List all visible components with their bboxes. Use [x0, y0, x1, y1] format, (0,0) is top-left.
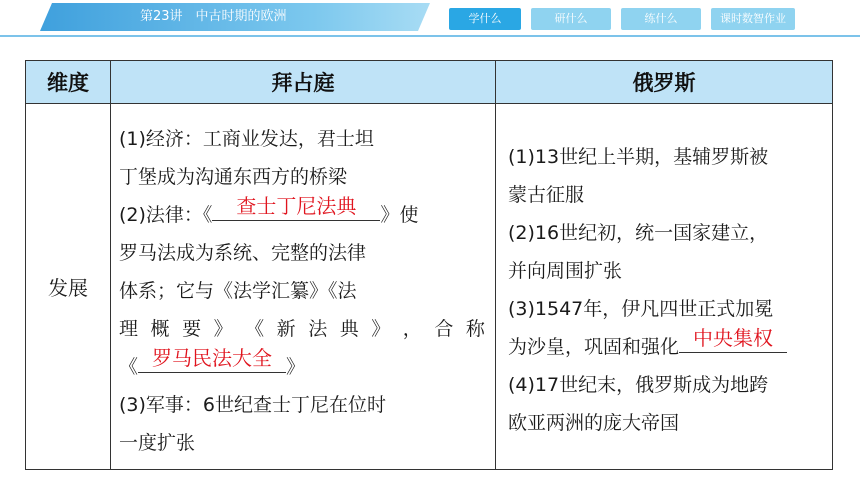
byz-char: 理 — [119, 318, 139, 340]
rus-line-4: 并向周围扩张 — [508, 260, 623, 282]
byz-char: 合 — [434, 318, 454, 340]
byz-char: 新 — [276, 318, 296, 340]
rus-tsar-prefix: 为沙皇，巩固和强化 — [508, 336, 680, 358]
byz-char: 》 — [371, 318, 391, 340]
answer-corpus-juris: 罗马民法大全 — [152, 346, 273, 370]
rus-line-1: (1)13世纪上半期，基辅罗斯被 — [508, 146, 769, 168]
tab-bar — [449, 8, 795, 30]
tab-practice[interactable]: 练什么 — [621, 8, 701, 30]
table-header-row — [26, 61, 833, 104]
byzantium-cell — [111, 104, 496, 470]
header-divider — [0, 35, 860, 37]
comparison-table — [25, 60, 833, 470]
byz-char: 典 — [339, 318, 359, 340]
byz-char: 》 — [213, 318, 233, 340]
byz-line-6 — [119, 310, 485, 348]
byz-char: 法 — [308, 318, 328, 340]
byz-char: 概 — [150, 318, 170, 340]
byz-char: 称 — [465, 318, 485, 340]
answer-centralization: 中央集权 — [693, 326, 774, 350]
rus-line-2: 蒙古征服 — [508, 184, 585, 206]
byz-line-8: (3)军事：6世纪查士丁尼在位时 — [119, 394, 387, 416]
tab-learn[interactable]: 学什么 — [449, 8, 521, 30]
byz-line-4: 罗马法成为系统、完整的法律 — [119, 242, 367, 264]
byz-char: 要 — [182, 318, 202, 340]
byz-line-3 — [119, 196, 485, 234]
byz-char: 《 — [245, 318, 265, 340]
byz-line-9: 一度扩张 — [119, 432, 196, 454]
rus-line-7: (4)17世纪末，俄罗斯成为地跨 — [508, 374, 769, 396]
table-row — [26, 104, 833, 470]
rus-line-5: (3)1547年，伊凡四世正式加冕 — [508, 298, 774, 320]
header-byzantium: 拜占庭 — [111, 61, 496, 104]
header-russia: 俄罗斯 — [496, 61, 833, 104]
answer-blank-code — [212, 196, 380, 221]
rus-line-3: (2)16世纪初，统一国家建立， — [508, 222, 769, 244]
byz-law-prefix: (2)法律：《 — [119, 204, 213, 226]
rus-line-6 — [508, 328, 824, 366]
row-label-development: 发展 — [26, 104, 111, 470]
byz-line-2: 丁堡成为沟通东西方的桥梁 — [119, 166, 348, 188]
byz-line-5: 体系；它与《法学汇纂》《法 — [119, 280, 357, 302]
byz-line-1: (1)经济：工商业发达，君士坦 — [119, 128, 374, 150]
tab-study[interactable]: 研什么 — [531, 8, 611, 30]
tab-homework[interactable]: 课时数智作业 — [711, 8, 795, 30]
answer-justinian-code: 查士丁尼法典 — [236, 194, 357, 218]
byz-char: ， — [402, 318, 422, 340]
byz-corpus-suffix: 》 — [286, 356, 306, 378]
russia-cell — [496, 104, 833, 470]
top-bar — [0, 0, 860, 36]
rus-line-8: 欧亚两洲的庞大帝国 — [508, 412, 680, 434]
byz-corpus-prefix: 《 — [119, 356, 139, 378]
header-dimension: 维度 — [26, 61, 111, 104]
answer-blank-centralization — [679, 328, 787, 353]
answer-blank-corpus — [138, 348, 286, 373]
lesson-title: 第23讲 中古时期的欧洲 — [140, 9, 287, 24]
byz-line-7 — [119, 348, 485, 386]
byz-law-suffix: 》使 — [380, 204, 419, 226]
